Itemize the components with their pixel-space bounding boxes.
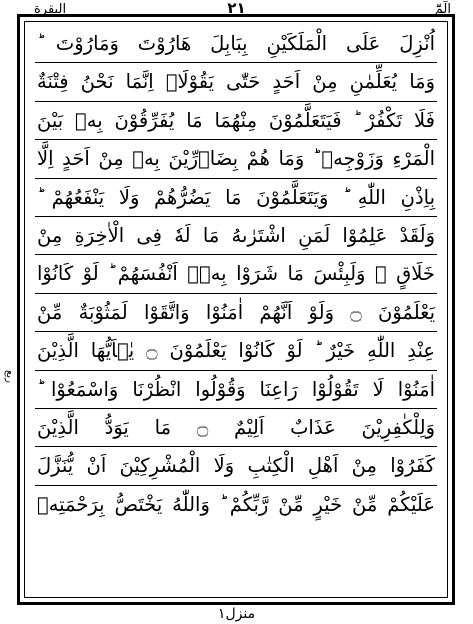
text-line-13: عَلَيْكُمْ مِّنْ خَيْرٍ مِّنْ رَّبِّكُمْ ؕ وَاللّٰهُ يَخْتَصُّ بِرَحْمَتِهٖ — [37, 492, 435, 516]
juz-name: الٓمّٓ — [434, 2, 451, 17]
text-line-3: فَلَا تَكْفُرْ ؕ فَيَتَعَلَّمُوْنَ مِنْهُمَا مَا يُفَرِّقُوْنَ بِهٖ بَيْنَ — [35, 102, 437, 140]
text-line-5: بِاِذْنِ اللّٰهِ ؕ وَيَتَعَلَّمُوْنَ مَا يَضُرُّهُمْ وَلَا يَنْفَعُهُمْ ؕ — [35, 179, 437, 217]
manzil-label: منزل١ — [217, 606, 256, 622]
text-line-11: وَلِلْكٰفِرِيْنَ عَذَابٌ اَلِيْمٌ ۝ مَا يَوَدُّ الَّذِيْنَ — [35, 409, 437, 447]
text-line-8: يَعْلَمُوْنَ ۝ وَلَوْ اَنَّهُمْ اٰمَنُوْا وَاتَّقَوْا لَمَثُوْبَةٌ مِّنْ — [35, 294, 437, 332]
text-line-6: وَلَقَدْ عَلِمُوْا لَمَنِ اشْتَرٰىهُ مَا لَهٗ فِى الْاٰخِرَةِ مِنْ — [35, 217, 437, 255]
text-line-1: اُنْزِلَ عَلَى الْمَلَكَيْنِ بِبَابِلَ هَارُوْتَ وَمَارُوْتَ ؕ — [35, 25, 437, 63]
page-frame — [17, 14, 455, 605]
text-lines — [35, 25, 437, 594]
surah-name: البقرة — [34, 2, 67, 17]
text-line-9: عِنْدِ اللّٰهِ خَيْرٌ ؕ لَوْ كَانُوْا يَعْلَمُوْنَ ۝ يٰۤاَيُّهَا الَّذِيْنَ — [35, 332, 437, 370]
rub-marker: ربع — [4, 370, 15, 383]
text-line-10: اٰمَنُوْا لَا تَقُوْلُوْا رَاعِنَا وَقُوْلُوا انْظُرْنَا وَاسْمَعُوْا ؕ — [35, 371, 437, 409]
page-number: ٢١ — [227, 0, 246, 17]
inner-border — [24, 21, 448, 598]
text-line-4: الْمَرْءِ وَزَوْجِهٖ ؕ وَمَا هُمْ بِضَاۤرِّيْنَ بِهٖ مِنْ اَحَدٍ اِلَّا — [35, 140, 437, 178]
text-line-2: وَمَا يُعَلِّمٰنِ مِنْ اَحَدٍ حَتّٰى يَقُوْلَاۤ اِنَّمَا نَحْنُ فِتْنَةٌ — [35, 63, 437, 101]
text-line-7: خَلَاقٍ ۛ وَلَبِئْسَ مَا شَرَوْا بِهٖۤ اَنْفُسَهُمْ ؕ لَوْ كَانُوْا — [35, 255, 437, 293]
text-line-12: كَفَرُوْا مِنْ اَهْلِ الْكِتٰبِ وَلَا الْمُشْرِكِيْنَ اَنْ يُّنَزَّلَ — [35, 447, 437, 485]
